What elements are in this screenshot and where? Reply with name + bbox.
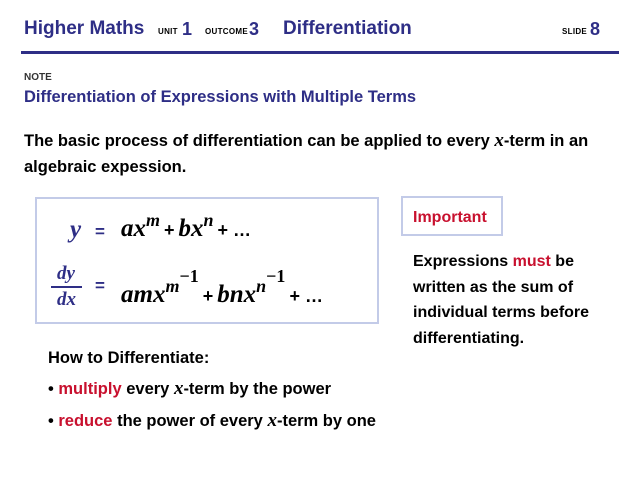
fraction-dy: dy — [57, 263, 75, 284]
bullet-keyword: reduce — [58, 412, 113, 430]
exp-m: m — [146, 210, 161, 230]
outcome-label: OUTCOME — [205, 27, 248, 36]
plus-2: + — [202, 286, 214, 306]
bullet-variable: x — [173, 378, 184, 399]
unit-label: UNIT — [158, 27, 178, 36]
course-title: Higher Maths — [24, 18, 145, 39]
unit-number: 1 — [182, 19, 193, 39]
exp-n-2: n — [256, 276, 267, 296]
exp-minus-1a: −1 — [179, 266, 199, 286]
important-text — [413, 249, 618, 351]
fraction-dx: dx — [57, 289, 76, 310]
howto-bullet-1 — [48, 378, 331, 400]
important-text-before: Expressions — [413, 253, 513, 270]
ellipsis-1: + … — [217, 220, 252, 240]
bullet-variable: x — [267, 410, 277, 431]
exp-m-2: m — [165, 276, 180, 296]
bullet-text: every — [121, 380, 174, 398]
formula-y: y — [70, 216, 82, 243]
fraction-bar — [51, 286, 82, 288]
var-x-1: x — [133, 215, 146, 242]
var-x-4: x — [243, 281, 257, 308]
plus-1: + — [164, 220, 175, 240]
formula-line-1 — [121, 210, 252, 247]
howto-bullet-2 — [48, 410, 376, 432]
ellipsis-2: + … — [289, 286, 323, 306]
formula-equals-1: = — [95, 222, 105, 241]
header-divider — [21, 51, 619, 54]
coef-a: a — [121, 215, 134, 242]
intro-variable: x — [494, 130, 504, 151]
bullet-text-end: -term by one — [276, 412, 376, 430]
note-title: Differentiation of Expressions with Multiple Terms — [24, 88, 417, 106]
bullet-text-end: -term by the power — [183, 380, 332, 398]
slide-number: 8 — [590, 19, 601, 39]
formula-equals-2: = — [95, 276, 105, 295]
formula-line-2 — [121, 266, 323, 313]
coef-bn: bn — [217, 281, 244, 308]
important-must: must — [512, 253, 551, 270]
bullet-dot: • — [48, 412, 54, 430]
outcome-number: 3 — [249, 19, 260, 39]
var-x-3: x — [152, 281, 166, 308]
important-text-after: be written as the sum of individual terms before differentiating. — [413, 253, 590, 347]
important-label: Important — [413, 209, 487, 226]
coef-b: b — [178, 215, 192, 242]
coef-am: am — [121, 281, 153, 308]
bullet-keyword: multiply — [58, 380, 122, 398]
note-label: NOTE — [24, 72, 52, 83]
exp-n: n — [203, 210, 214, 230]
exp-minus-1b: −1 — [266, 266, 286, 286]
intro-text-after: -term in an algebraic expession. — [24, 132, 589, 176]
howto-heading: How to Differentiate: — [48, 349, 210, 367]
topic-title: Differentiation — [283, 18, 412, 39]
bullet-text: the power of every — [112, 412, 268, 430]
var-x-2: x — [191, 215, 204, 242]
intro-paragraph — [24, 128, 619, 180]
intro-text-before: The basic process of differentiation can be applied to every — [24, 132, 495, 150]
slide-label: SLIDE — [562, 27, 588, 36]
bullet-dot: • — [48, 380, 54, 398]
